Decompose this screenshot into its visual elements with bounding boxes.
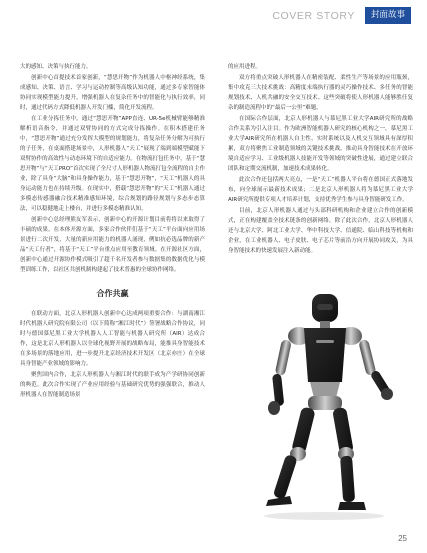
- paragraph: 在工业分拣任务中，通过“慧思开物”APP直连、UR-5e机械臂能够精准解析语音指令，并通过双臂协同的方式完成分拣操作。在积木搭建任务中，“慧思开物”通过充分发挥大模型的规划能力，将复杂任务分解为可执行的子任务，在桌面搭建场景中，人形机器人“天工”展现了端到端模型赋能下双臂协作的高效性与动态环境下的自适应能力。在物流打包任务中，基于“慧思开物”与“天工PRO”首次实现了全尺寸人形机器人物流打包全流程的自主作业，除了具身“大脑”和具身操作能力，基于“慧思开物”，“天工”机器人的具身运动能力也在持续升级。在现实中，搭载“慧思开物”的“天工”机器人通过多模态传感器融合技术精准感知环境，综合规划的路径规划与多态步态算法，可以稳健地走上楼台，并进行多模态精准认知。: [20, 116, 205, 212]
- section-heading: 合作共赢: [96, 289, 129, 298]
- paragraph: 目前，北京人形机器人通过与头部科研机构和企业建立合作的创新模式，正在构建覆盖全技术链条的创新网络，除了此次合作，北京人形机器人还与北京大学、阿北工业大学、华中科技大学、信通院、临山科技等机构和企业，在工业机器人、电子皮肤、电子芯片等前沿方向开展协同攻关，为具身智能技术的快速发展注入新动能。: [228, 208, 413, 254]
- paragraph: 大的感知、决策与执行能力。: [20, 64, 92, 70]
- paragraph: 的应用进程。: [228, 64, 262, 70]
- paragraph: 双方将重点突破人形机器人在精密装配、柔性生产等场景的应用瓶颈，集中攻克三大技术挑战：高精度末端执行器的灵巧操作技术、多任务的智能规划技术、人机共融的安全交互技术。这些突破将使人形机器人能够胜任复杂的制造流程中的“最后一公里”难题。: [228, 75, 413, 111]
- paragraph: 在国际合作层面，北京人形机器人与慕尼黑工业大学AIR研究所的战略合作关系为引入注目。作为欧洲智能机器人研究的核心机构之一，慕尼黑工业大学AIR研究所在机器人自主性、实时系统以及人机交互领域具有深厚积累，双方将聚焦工业制造领域的关键技术挑战，推动具身智能技术在开放环境自适应学习、工业级机器人技能开发等领域的突破性进展，通过建立联合团队和定期交流机制，加速技术成果转化。: [228, 116, 413, 172]
- section-tag: 封面故事: [365, 7, 411, 24]
- page-header: [0, 0, 427, 40]
- left-column: [20, 62, 205, 401]
- paragraph: 创新中心总经理熊友军表示，创新中心的开源计划目前将将以来取得了丰硕的成果。在本体开源方面，多家合作伙伴们基于“天工”平台面向应用场景进行二次开发，大量的新应用能力的机器人涌现，例如抗必选品牌的新产品“天工行者”，将基于“天工”平台重点应用至教育领域。在开源社区方面，创新中心通过开源协作模式吸引了超千名开发者参与数据集的数据优化与模型训练工作，以社区共创机制构建起了技术普惠的全球协作网络。: [20, 217, 205, 273]
- paragraph: 聚焦国内合作，北京人形机器人与湘江时代的联手成为产学研协同创新的典范。此次合作实现了产业应用经验与基础研究优势的强强联合，推动人形机器人在智能制造场景: [20, 372, 205, 398]
- cover-story-label: COVER STORY: [272, 10, 355, 22]
- humanoid-robot-image: [232, 290, 410, 522]
- paragraph: 此次合作还包括两大亮点，一是“天工”机器人平台将在德国正式落地发布，向全球展示最新技术成果；二是北京人形机器人将为慕尼黑工业大学AIR研究所提供专项人才培养计划，支持优秀学生参与具身智能研发工作。: [228, 177, 413, 203]
- paragraph: 在联动方面，北京人形机器人创新中心达成两项重要合作：与湖南湘江时代机器人研究院有限公司（以下简称“湘江时代”）签署战略合作协议，同时与德国慕尼黑工业大学机器人人工智能与机器人研究所（AIR）达成合作，这是北京人形机器人以全球化视野开展的战略布局，能推具身智能技术在多场景的落地应用，进一步提升北京经济技术开发区（北京亦庄）在全球具身智能产业领域的影响力。: [20, 311, 205, 367]
- page-number: 25: [398, 534, 407, 543]
- right-column: [228, 62, 413, 257]
- paragraph: 创新中心首提技术首家创新，“慧思开物”作为机器人中枢神经系统，集成感知、决策、语言、学习与运动控制等高级认知功能，通过多专家智能体协同实现模型能力提升，增强机器人在复杂任务中的智能化与执行效率，同时，通过代码方式降低机器人开发门槛，简化开发流程。: [20, 75, 205, 111]
